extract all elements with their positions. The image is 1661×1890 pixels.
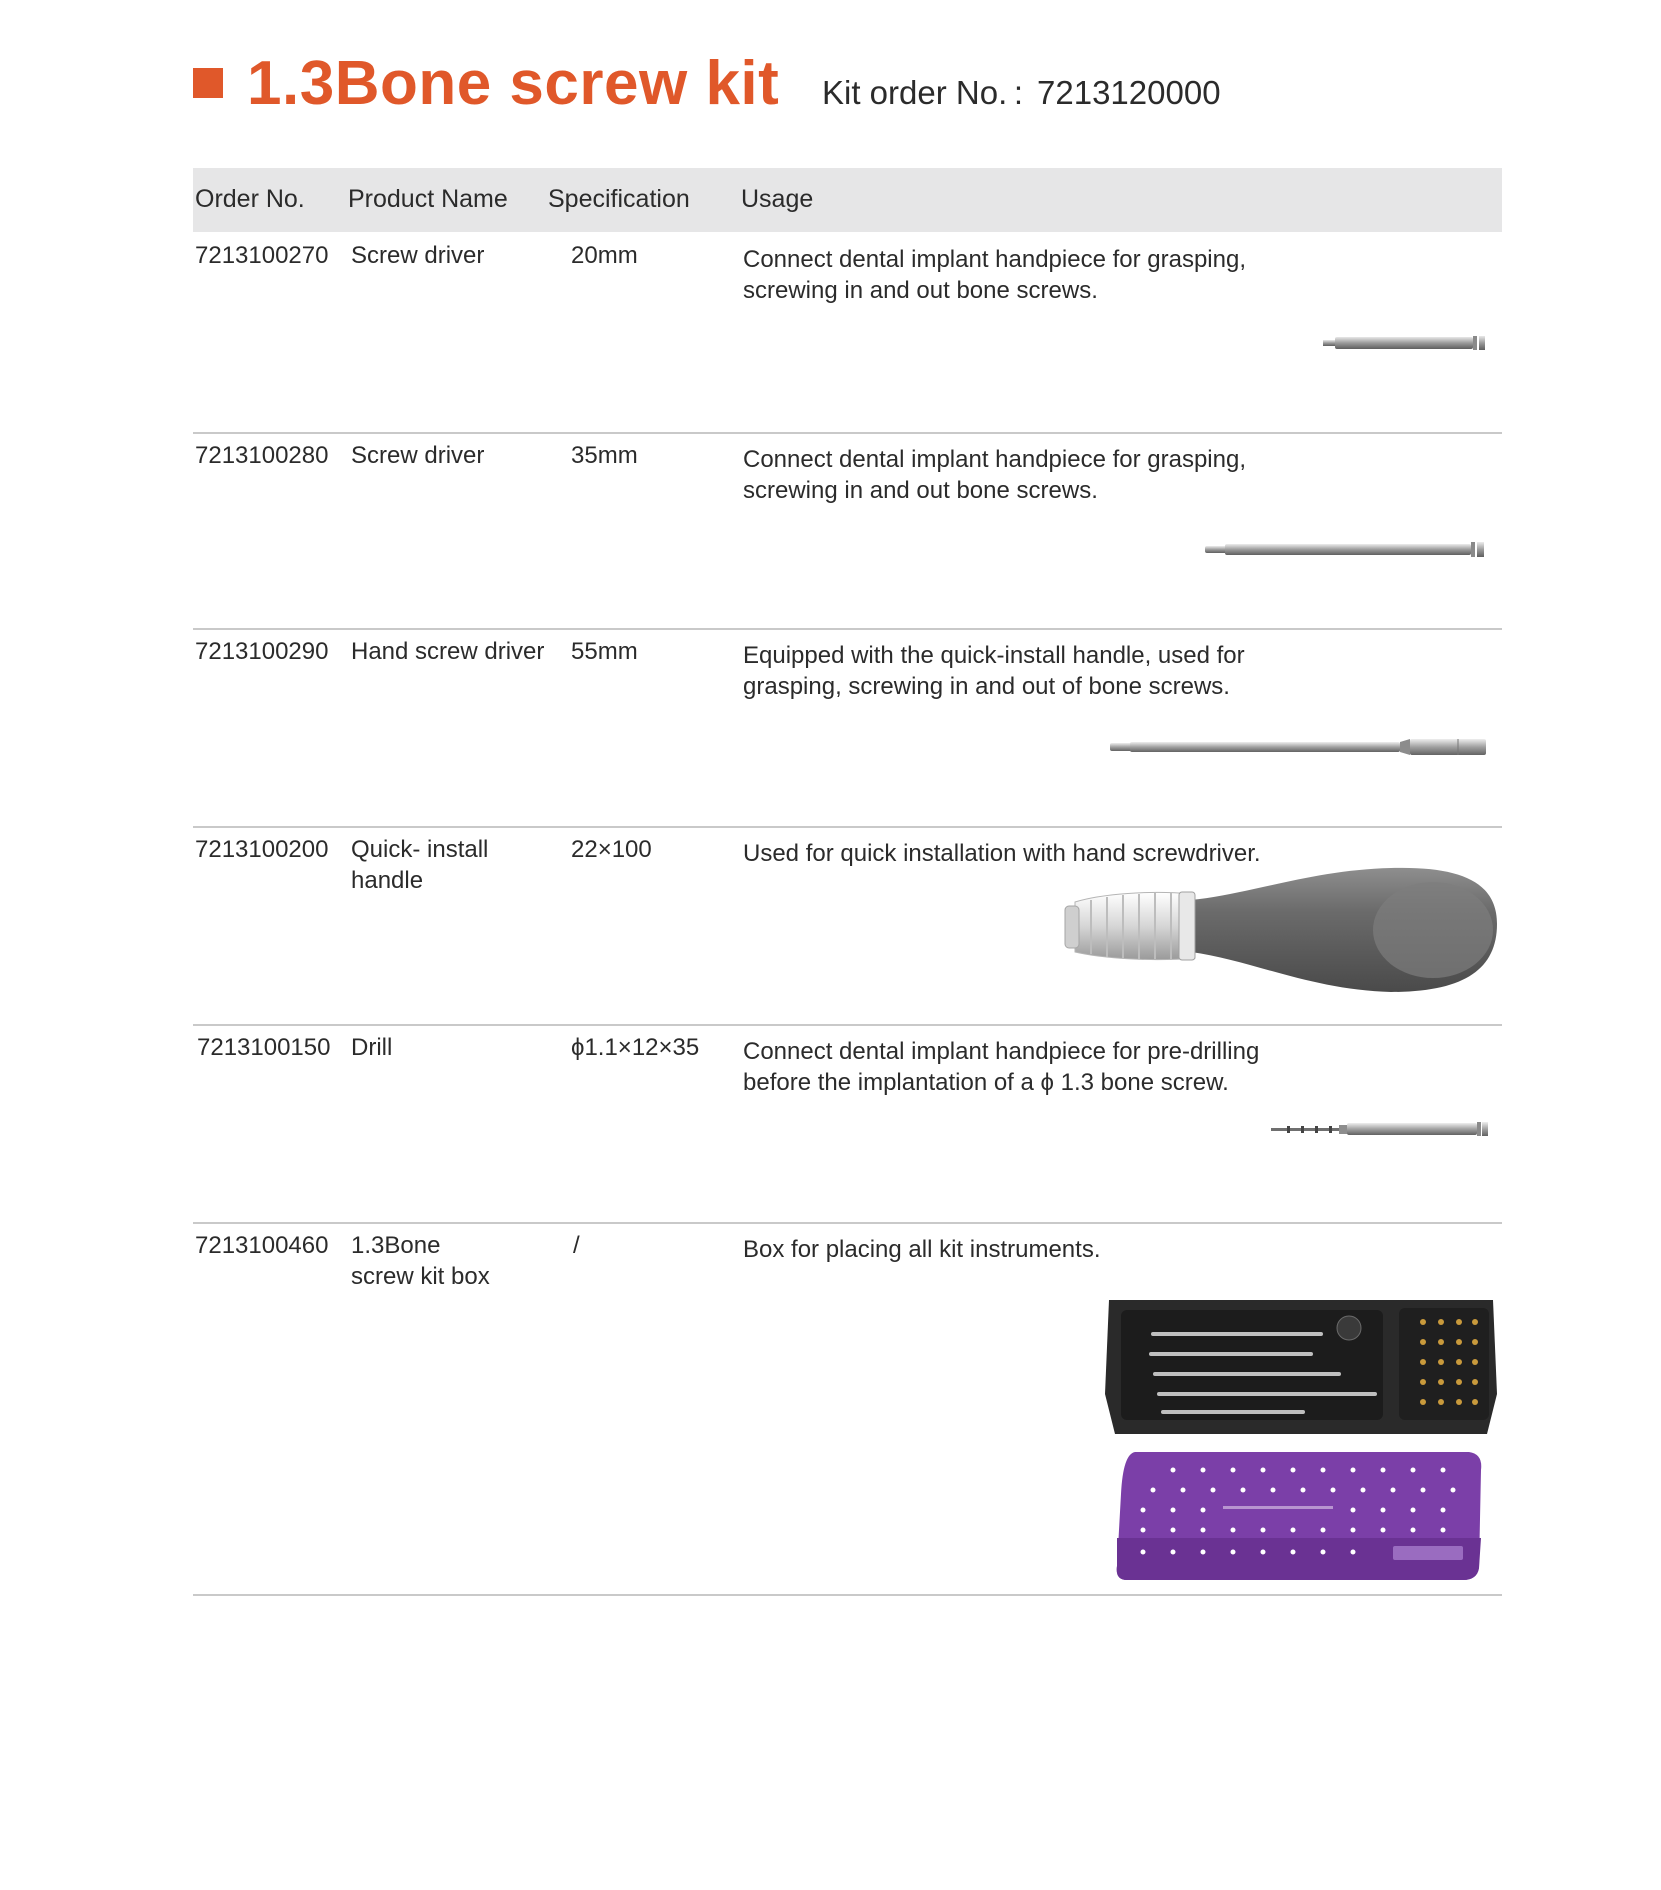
order-number: 7213100290	[195, 638, 329, 665]
order-number: 7213100460	[195, 1232, 329, 1259]
usage	[743, 640, 1303, 702]
usage-line: Equipped with the quick-install handle, used for	[743, 642, 1245, 669]
usage-line: screwing in and out bone screws.	[743, 477, 1098, 504]
column-header-order: Order No.	[195, 185, 305, 213]
column-header-usage: Usage	[741, 185, 814, 213]
specification: 20mm	[571, 242, 638, 269]
usage-line: Connect dental implant handpiece for grasping,	[743, 246, 1246, 273]
product-name: Drill	[351, 1034, 393, 1061]
column-header-spec: Specification	[548, 185, 690, 213]
usage-line: Connect dental implant handpiece for grasping,	[743, 446, 1246, 473]
specification: /	[573, 1232, 580, 1259]
table-row	[193, 628, 1502, 826]
order-number: 7213100150	[197, 1034, 331, 1061]
usage-line: Box for placing all kit instruments.	[743, 1236, 1101, 1263]
usage-line: screwing in and out bone screws.	[743, 277, 1098, 304]
product-name-line: 1.3Bone	[351, 1232, 441, 1259]
product-name: Screw driver	[351, 442, 485, 469]
table-row	[193, 432, 1502, 628]
page-title: 1.3Bone screw kit	[247, 49, 780, 118]
product-name: Hand screw driver	[351, 638, 545, 665]
product-name-line: screw kit box	[351, 1263, 490, 1290]
kit-box-image	[1103, 1294, 1499, 1586]
kit-order	[822, 74, 1221, 112]
column-header-name: Product Name	[348, 185, 508, 213]
usage-line: grasping, screwing in and out of bone screws.	[743, 673, 1230, 700]
table-row	[193, 1222, 1502, 1594]
order-number: 7213100270	[195, 242, 329, 269]
table-row	[193, 826, 1502, 1024]
specification: 22×100	[571, 836, 652, 863]
product-name	[351, 834, 561, 896]
kit-order-label: Kit order No. :	[822, 74, 1024, 111]
usage	[743, 244, 1303, 306]
kit-order-number: 7213120000	[1037, 74, 1221, 111]
product-name-line: Quick- install	[351, 836, 489, 863]
specification: ϕ1.1×12×35	[571, 1034, 700, 1061]
table-row	[193, 1024, 1502, 1222]
quick-install-handle-image	[1061, 862, 1499, 1002]
usage-line: Used for quick installation with hand screwdriver.	[743, 840, 1261, 867]
table-row	[193, 232, 1502, 432]
product-name: Screw driver	[351, 242, 485, 269]
screw-driver-20mm-image	[1323, 330, 1488, 356]
usage	[743, 1036, 1303, 1098]
usage	[743, 444, 1303, 506]
product-name-line: handle	[351, 867, 424, 894]
usage	[743, 1234, 1303, 1265]
order-number: 7213100200	[195, 836, 329, 863]
usage-line: before the implantation of a ϕ 1.3 bone screw.	[743, 1069, 1229, 1096]
usage-line: Connect dental implant handpiece for pre-drilling	[743, 1038, 1260, 1065]
order-number: 7213100280	[195, 442, 329, 469]
hand-screw-driver-image	[1110, 734, 1490, 760]
product-name	[351, 1230, 561, 1292]
specification: 55mm	[571, 638, 638, 665]
screw-driver-35mm-image	[1205, 536, 1488, 562]
drill-image	[1271, 1118, 1489, 1140]
row-divider	[193, 1594, 1502, 1596]
specification: 35mm	[571, 442, 638, 469]
title-bullet-icon	[193, 68, 223, 98]
